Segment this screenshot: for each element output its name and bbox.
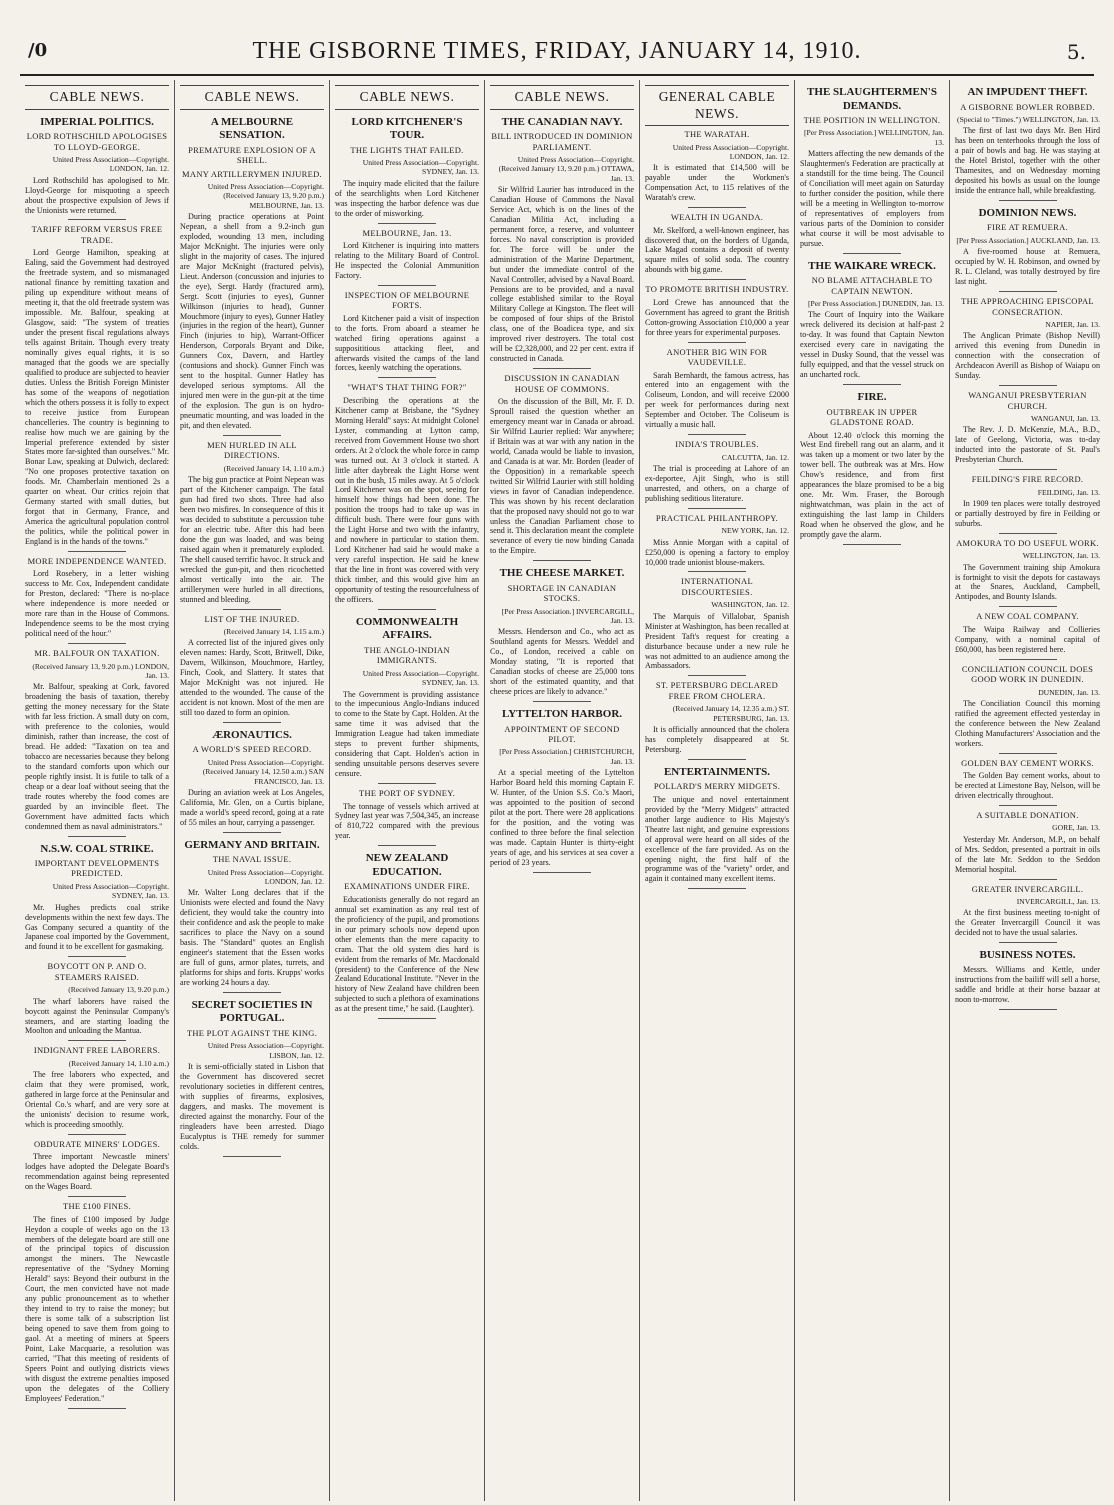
article-body: Lord George Hamilton, speaking at Ealing, said the Government had destroyed the freetrade system, and so mismanaged national finance by remitting taxation and piling up expenditure without means of meeting it, that the old freetrade system was impossible. Mr. Balfour, speaking at Glasgow, said: "The system of treaties under the present fiscal regulations always tells against Britain. Though every treaty nominally gives equal rights, it is so managed that the goods we are specially qualified to produce are subjected to heavier duties. Unless the British Foreign Minister has some of the weapons of negotiation which the others possess it is folly to expect to receive justice from European chancelleries. The country is beginning to realise how much we are gaining by the Imperial preference extended by sister States more far-sighted than ourselves." Mr. Bonar Law, speaking at Dulwich, declared: "No one proposes protective taxation on foods. Mr. Chamberlain mentioned 2s a quarter on wheat. Our critics rejoin that Germany started with small duties, but forgot that in Germany, France, and America the agricultural population control the politics, while the political power in England is in the hands of the towns."	[25, 248, 169, 547]
article-divider	[999, 1009, 1057, 1010]
article-divider	[533, 368, 591, 369]
article-subheading: THE APPROACHING EPISCOPAL CONSECRATION.	[961, 296, 1094, 317]
article-divider	[999, 606, 1057, 607]
article	[335, 116, 479, 224]
article	[180, 614, 324, 723]
article	[335, 290, 479, 379]
article-divider	[843, 384, 901, 385]
article-subheading: NO BLAME ATTACHABLE TO CAPTAIN NEWTON.	[811, 275, 933, 296]
article-subheading: "WHAT'S THAT THING FOR?"	[347, 382, 467, 393]
article-headline: COMMONWEALTH AFFAIRS.	[355, 615, 459, 642]
article-dateline: [Per Press Association.] INVERCARGILL, Jan. 13.	[501, 606, 634, 626]
section-heading: CABLE NEWS.	[180, 85, 324, 110]
article-subheading: PRACTICAL PHILANTHROPY.	[655, 512, 779, 523]
article-subheading: IMPORTANT DEVELOPMENTS PREDICTED.	[34, 858, 160, 879]
article-body: The fines of £100 imposed by Judge Heydon a couple of weeks ago on the 13 members of the delegate board are still one of the principal topics of discussion amongst the miners. The Newcastle representative of the "Sydney Morning Herald" says: Beyond their outburst in the Court, the men convicted have not made any public pronouncement as to whether they intend to try to raise the money; but there is some talk of a subscription list being opened to save them from going to gaol. At a meeting of miners at Speers Point, Lake Macquarie, a resolution was carried, "That this meeting of residents of Speers Point and outlying districts views with disgust the extreme penalties imposed upon the delegates of the Colliery Employees' Federation."	[25, 1214, 169, 1403]
article-divider	[68, 836, 126, 837]
article	[25, 1139, 169, 1197]
article-subheading: THE LIGHTS THAT FAILED.	[350, 144, 464, 155]
article-subheading: LORD ROTHSCHILD APOLOGISES TO LLOYD-GEORGE.	[26, 131, 168, 152]
column-5	[640, 80, 795, 1501]
article-subheading: A SUITABLE DONATION.	[976, 809, 1079, 820]
article-divider	[378, 609, 436, 610]
article-body: The Government training ship Amokura is fortnight to visit the depots for castaways at the Snares, Auckland, Campbell, Antipodes, and Bounty Islands.	[955, 562, 1100, 602]
article	[955, 207, 1100, 292]
article-body: Lord Crewe has announced that the Government has agreed to grant the British Cotton-growing Association £10,000 a year for three years for experimental purposes.	[645, 297, 789, 337]
article-subheading: TO PROMOTE BRITISH INDUSTRY.	[645, 284, 789, 295]
article-divider	[378, 377, 436, 378]
article-subheading: WANGANUI PRESBYTERIAN CHURCH.	[968, 390, 1087, 411]
article	[955, 538, 1100, 608]
article-dateline: WANGANUI, Jan. 13.	[1031, 413, 1100, 423]
article-divider	[999, 385, 1057, 386]
article-subheading: MANY ARTILLERYMEN INJURED.	[182, 168, 322, 179]
article-subheading: A GISBORNE BOWLER ROBBED.	[960, 101, 1095, 112]
article-body: On the discussion of the Bill, Mr. F. D. Sproull raised the question whether an emergency meant war in Canada or abroad. Sir Wilfrid Laurier replied: War anywhere; if Britain was at war with any nation in the world, Canada would be liable to invasion, and Canada is at war. Mr. Borden (leader of the Opposition) in a remarkable speech twitted Sir Wilfrid Laurier with still holding views in favor of Canadian independence. This was shown by his recent declaration that the proposed navy should not go to war unless the Canadian Parliament chose to send it. This declaration meant the complete severance of every tie now binding Canada to the Empire.	[490, 397, 634, 556]
article-body: The big gun practice at Point Nepean was part of the Kitchener campaign. The fatal gun had fired two shots. Three had also been two misfires. In consequence of this it was decided to substitute a percussion tube for an electric tube. After this had been done the gun was loaded, and was being raised again when it prematurely exploded. The shell caused terrific havoc. It struck and wrecked the gun-pit, and then ricochetted almost vertically into the air. The artillerymen were hurled in all directions, stunned and bleeding.	[180, 475, 324, 604]
article	[645, 212, 789, 280]
article	[955, 884, 1100, 944]
article-divider	[223, 609, 281, 610]
article-body: The Rev. J. D. McKenzie, M.A., B.D., late of Geelong, Victoria, was to-day inducted into the pastorate of St. Paul's Presbyterian Church.	[955, 425, 1100, 465]
article-subheading: THE NAVAL ISSUE.	[212, 854, 292, 865]
article-dateline: United Press Association—Copyright. SYDNEY, Jan. 13.	[362, 158, 479, 177]
article-subheading: THE PLOT AGAINST THE KING.	[186, 1027, 318, 1038]
article-divider	[999, 469, 1057, 470]
article-dateline: [Per Press Association.] DUNEDIN, Jan. 13.	[807, 299, 944, 309]
article-divider	[68, 1408, 126, 1409]
article	[335, 788, 479, 846]
article-body: Mr. Walter Long declares that if the Unionists were elected and found the Navy deficient, they would take the country into their confidence and ask the people to make sacrifices to place the Navy on a sound basis. The "Standard" quotes an English engineer's statement that the Essen works are full of guns, armor plates, turrets, and platforms for ships and forts. Krupps' works are working 24 hours a day.	[180, 888, 324, 987]
article-divider	[223, 435, 281, 436]
article-divider	[68, 956, 126, 957]
article-subheading: THE ANGLO-INDIAN IMMIGRANTS.	[364, 644, 450, 666]
article-body: The unique and novel entertainment provided by the "Merry Midgets" attracted another large audience to His Majesty's Theatre last night, and genuine expressions of approval were heard on all sides of the excellence of the fare provided. As on the opening night, the first half of the programme was of the "variety" order, and again it contained many excellent items.	[645, 794, 789, 884]
article-dateline: (Received January 13, 9.20 p.m.)	[68, 985, 169, 995]
article	[335, 852, 479, 1019]
article-body: During practice operations at Point Nepean, a shell from a 9.2-inch gun exploded, wounding 13 men, including Major McKnight. The injuries were only slight in the majority of cases. The injured are Major McKnight (fractured pelvis), Lieut. Anderson (concussion and injuries to the eye), Sergt. Hardy (fractured arm), Sergt. Scott (injuries to eyes), Gunner Wilkinson (injuries to head), Gunner Mouchmore (injury to eyes), Gunner Hatley (injuries in the region of the heart), Gunner Finch (injuries to hip), Warrant-Officer Henderson, Corporals Bryant and Dike, Gunners Cox, Davern, and Hartley (contusions and shock). Gunner Finch was sent to the hospital. Gunner Hatley has developed serious symptoms. All the injured men were in the gun-pit at the time of the explosion. The gun is on hydro-pneumatic mounting, and was loaded in the pit, and then elevated.	[180, 211, 324, 430]
article-divider	[999, 200, 1057, 201]
article-body: The tonnage of vessels which arrived at Sydney last year was 7,504,345, an increase of 810,722 compared with the previous year.	[335, 801, 479, 841]
article-subheading: GREATER INVERCARGILL.	[971, 883, 1084, 894]
article-divider	[68, 551, 126, 552]
article-dateline: (Received January 14, 1.15 a.m.)	[223, 627, 324, 637]
article-subheading: PREMATURE EXPLOSION OF A SHELL.	[188, 144, 316, 166]
article-divider	[688, 675, 746, 676]
article-subheading: POLLARD'S MERRY MIDGETS.	[653, 781, 781, 792]
article-body: Yesterday Mr. Anderson, M.P., on behalf of Mrs. Seddon, presented a portrait in oils of the late Mr. Seddon to the Seddon Memorial hospital.	[955, 834, 1100, 874]
article-divider	[843, 544, 901, 545]
article-body: The Waipa Railway and Collieries Company, with a nominal capital of £60,000, has been registered here.	[955, 624, 1100, 654]
article-subheading: FIRE AT REMUERA.	[987, 222, 1068, 233]
article-body: At a special meeting of the Lyttelton Harbor Board held this morning Captain F. W. Hunter, of the Union S.S. Co.'s Maori, was appointed to the position of second pilot at the port. There were 28 applications for the position, and the voting was confined to three before the final selection was made. Captain Hunter is thirty-eight years of age, and his services at sea cover a period of 23 years.	[490, 768, 634, 867]
article-body: The Marquis of Villalobar, Spanish Minister at Washington, has been recalled at President Taft's request for creating a disturbance because under a new rule he was not admitted to an audience among the Ambassadors.	[645, 611, 789, 671]
article-dateline: GORE, Jan. 13.	[1052, 823, 1100, 833]
article-divider	[378, 285, 436, 286]
article-body: The free laborers who expected, and claim that they were promised, work, gathered in large force at the Peninsular and Oriental Co.'s wharf, and are very sore at the unionists' decision to resume work, which is proceeding smoothly.	[25, 1070, 169, 1129]
article-headline: ÆRONAUTICS.	[212, 728, 292, 741]
article-body: It is estimated that £14,500 will be payable under the Workmen's Compensation Act, to 115 relatives of the Waratah's crew.	[645, 163, 789, 203]
article-divider	[688, 434, 746, 435]
article-subheading: BILL INTRODUCED IN DOMINION PARLIAMENT.	[491, 131, 633, 152]
article-subheading: MELBOURNE, Jan. 13.	[362, 227, 452, 238]
article-subheading: WEALTH IN UGANDA.	[670, 212, 764, 223]
article-dateline: FEILDING, Jan. 13.	[1037, 487, 1100, 497]
article-dateline: INVERCARGILL, Jan. 13.	[1016, 897, 1100, 907]
article-divider	[999, 659, 1057, 660]
article-subheading: INSPECTION OF MELBOURNE FORTS.	[344, 289, 470, 311]
article-subheading: SHORTAGE IN CANADIAN STOCKS.	[507, 582, 617, 604]
article-dateline: (Received January 14, 1.10 a.m.)	[223, 463, 324, 473]
article-divider	[688, 571, 746, 572]
column-7	[950, 80, 1105, 1501]
masthead	[20, 38, 1094, 76]
article-dateline: WELLINGTON, Jan. 13.	[1022, 551, 1100, 561]
article-body: During an aviation week at Los Angeles, California, Mr. Glen, on a Curtis biplane, made a world's speed record, going at a rate of 55 miles an hour, carrying a passenger.	[180, 787, 324, 827]
article-headline: SECRET SOCIETIES IN PORTUGAL.	[191, 998, 313, 1025]
article-headline: FIRE.	[857, 391, 887, 404]
article	[490, 708, 634, 873]
article-headline: BUSINESS NOTES.	[979, 949, 1076, 962]
article-divider	[688, 888, 746, 889]
article-body: Lord Rothschild has apologised to Mr. Lloyd-George for misquoting a speech about the prospective expulsion of Jews if the Unionists were returned.	[25, 175, 169, 215]
article-body: Matters affecting the new demands of the Slaughtermen's Federation are practically at a standstill for the time being. The Council of Conciliation will meet again on Saturday to further consider the position, while there will be a meeting in Wellington to-morrow of representatives of employers from various parts of the Dominion to consider what course it will be most advisable to pursue.	[800, 149, 944, 248]
article	[955, 611, 1100, 659]
article-subheading: LIST OF THE INJURED.	[204, 613, 300, 624]
article-dateline: (Received January 14, 12.35 a.m.) ST. PETERSBURG, Jan. 13.	[672, 704, 789, 723]
article-divider	[999, 805, 1057, 806]
article	[645, 129, 789, 208]
article-divider	[688, 279, 746, 280]
article	[645, 347, 789, 436]
article-dateline: United Press Association—Copyright. LONDON, Jan. 12.	[672, 142, 789, 161]
article-body: The first of last two days Mr. Ben Hird has been on tenterhooks through the loss of a pair of bowls and bag. He was staying at the Hotel Bristol, together with the other Thamesites, and on Wednesday morning deposited his bowls as usual on the lounge inside the entrance hall, while breakfasting.	[955, 126, 1100, 196]
column-4	[485, 80, 640, 1501]
article-subheading: A WORLD'S SPEED RECORD.	[192, 744, 312, 755]
article-headline: THE SLAUGHTERMEN'S DEMANDS.	[807, 86, 937, 112]
article-body: In 1909 ten places were totally destroyed or partially destroyed by fire in Feilding or suburbs.	[955, 498, 1100, 528]
article-dateline: (Received January 14, 1.10 a.m.)	[68, 1058, 169, 1068]
article-headline: DOMINION NEWS.	[978, 206, 1077, 219]
article	[645, 576, 789, 676]
article-divider	[688, 342, 746, 343]
article-divider	[68, 1196, 126, 1197]
article	[180, 839, 324, 993]
article	[25, 843, 169, 958]
article-divider	[68, 219, 126, 220]
article-divider	[688, 759, 746, 760]
article-subheading: CONCILIATION COUNCIL DOES GOOD WORK IN DUNEDIN.	[961, 663, 1094, 685]
article-dateline: [Per Press Association.] WELLINGTON, Jan. 13.	[804, 128, 944, 147]
article-body: Sarah Bernhardt, the famous actress, has entered into an engagement with the Coliseum, London, and will receive £2000 per week for performances during next September and October. The Coliseum is virtually a music hall.	[645, 370, 789, 430]
article	[490, 116, 634, 370]
article-dateline: United Press Association—Copyright. SYDNEY, Jan. 13.	[362, 668, 479, 688]
article-divider	[223, 992, 281, 993]
article-divider	[68, 1040, 126, 1041]
article-body: The trial is proceeding at Lahore of an ex-deportee, Ajit Singh, who is still unarrested, and others, on a charge of publishing seditious literature.	[645, 464, 789, 503]
article	[490, 373, 634, 561]
article-body: The Anglican Primate (Bishop Nevill) arrived this evening from Dunedin in connection with the consecration of Archdeacon Averill as Bishop of Waiapu on Sunday.	[955, 331, 1100, 381]
article-body: Describing the operations at the Kitchener camp at Brisbane, the "Sydney Morning Herald" says: At midnight Colonel Lyster, commanding at Lytton camp, received from Government House two short orders. At 2 o'clock the whole force in camp was turned out. At 3 o'clock it started. A little after daybreak the Light Horse went out in the bush, 15 miles away. At 5 o'clock Lord Kitchener was on the spot, seeing for himself how things had been done. The position the troops had to take up was in difficult bush. There were four guns with the Light Horse and two with the infantry, and nowhere in particular to station them. Lord Kitchener had said he would make a very careful inspection. He said he knew that the line in front was covered with very thick timber, and this would give him an opportunity of testing the resourcefulness of the officers.	[335, 395, 479, 604]
article-dateline: DUNEDIN, Jan. 13.	[1038, 687, 1100, 697]
article	[955, 810, 1100, 880]
article-dateline: United Press Association—Copyright. (Received January 13, 9.20 p.m.) OTTAWA, Jan. 13.	[498, 155, 634, 183]
article-subheading: MR. BALFOUR ON TAXATION.	[34, 648, 160, 659]
article-body: The inquiry made elicited that the failure of the searchlights when Lord Kitchener was inspecting the harbor defence was due to the order of misworking.	[335, 178, 479, 218]
article-headline: LYTTELTON HARBOR.	[501, 708, 623, 721]
article	[955, 390, 1100, 470]
article-divider	[223, 1156, 281, 1157]
article-headline: N.S.W. COAL STRIKE.	[40, 842, 154, 855]
article-divider	[688, 508, 746, 509]
article-divider	[68, 1134, 126, 1135]
article-dateline: WASHINGTON, Jan. 12.	[711, 600, 789, 610]
article-subheading: OBDURATE MINERS' LODGES.	[33, 1138, 161, 1149]
article-headline: GERMANY AND BRITAIN.	[184, 838, 320, 851]
column-1	[20, 80, 175, 1501]
article-divider	[999, 753, 1057, 754]
article-headline: NEW ZEALAND EDUCATION.	[365, 852, 449, 878]
column-3	[330, 80, 485, 1501]
article-divider	[68, 643, 126, 644]
newspaper-columns	[20, 80, 1100, 1501]
article-divider	[533, 872, 591, 873]
article-divider	[378, 845, 436, 846]
article-dateline: [Per Press Association.] CHRISTCHURCH, Jan. 13.	[499, 747, 634, 766]
article-dateline: United Press Association—Copyright. LONDON, Jan. 12.	[52, 155, 169, 174]
article-headline: A MELBOURNE SENSATION.	[210, 115, 294, 142]
article-headline: THE CANADIAN NAVY.	[501, 115, 623, 128]
article-body: It is officially announced that the cholera has completely disappeared at St. Petersburg.	[645, 724, 789, 754]
article	[25, 961, 169, 1041]
article	[955, 296, 1100, 386]
article	[180, 440, 324, 610]
article-body: Mr. Skelford, a well-known engineer, has discovered that, on the borders of Uganda, Lake Magad contains a deposit of twenty square miles of solid soda. The country abounds with big game.	[645, 225, 789, 275]
column-6	[795, 80, 950, 1501]
article-subheading: THE WARATAH.	[684, 129, 750, 140]
article	[25, 1045, 169, 1135]
masthead-mark: /0	[28, 40, 48, 61]
article-headline: AN IMPUDENT THEFT.	[967, 86, 1088, 98]
article-subheading: THE POSITION IN WELLINGTON.	[803, 115, 941, 126]
article	[335, 382, 479, 609]
article-dateline: (Special to "Times.") WELLINGTON, Jan. 13.	[957, 114, 1100, 124]
article-dateline: United Press Association—Copyright. (Received January 13, 9.20 p.m.) MELBOURNE, Jan. 13.	[207, 181, 324, 210]
article	[25, 224, 169, 552]
article-divider	[223, 722, 281, 723]
article-body: Miss Annie Morgan with a capital of £250,000 is opening a factory to employ 10,000 trade unionist blouse-makers.	[645, 537, 789, 567]
article	[800, 86, 944, 254]
article	[180, 116, 324, 436]
article-subheading: THE £100 FINES.	[62, 1201, 131, 1212]
article-headline: ENTERTAINMENTS.	[663, 765, 771, 778]
article-divider	[999, 291, 1057, 292]
article-subheading: INTERNATIONAL DISCOURTESIES.	[681, 576, 753, 597]
article-body: The wharf laborers have raised the boycott against the Peninsular Company's steamers, and are starting loading the Moolton and unloading the Mantua.	[25, 996, 169, 1036]
article-headline: THE CHEESE MARKET.	[499, 567, 625, 580]
article-headline: IMPERIAL POLITICS.	[40, 115, 154, 128]
article-subheading: MORE INDEPENDENCE WANTED.	[27, 555, 167, 566]
article-subheading: MEN HURLED IN ALL DIRECTIONS.	[207, 439, 297, 461]
section-heading: CABLE NEWS.	[490, 85, 634, 110]
article-dateline: United Press Association—Copyright. (Received January 14, 12.50 a.m.) SAN FRANCISCO, Jan. 13.	[202, 757, 324, 786]
article-body: Messrs. Henderson and Co., who act as Southland agents for Messrs. Weddel and Co., of London, received a cable on Monday stating, "It is reported that Canadian stocks of cheese are 25,000 tons short of the estimated quantity, and that cheese prices are likely to advance."	[490, 627, 634, 697]
article-divider	[378, 1018, 436, 1019]
article	[955, 758, 1100, 806]
article-dateline: (Received January 13, 9.20 p.m.) LONDON, Jan. 13.	[32, 661, 169, 680]
article-body: The Court of Inquiry into the Waikare wreck delivered its decision at half-past 2 to-day. It was found that Captain Newton exercised every care in navigating the vessel in Dusky Sound, that the vessel was fully equipped, and that the vessel struck on an uncharted rock.	[800, 310, 944, 380]
article-body: Three important Newcastle miners' lodges have adopted the Delegate Board's recommendation against being represented on the Wages Board.	[25, 1152, 169, 1192]
article-body: A five-roomed house at Remuera, occupied by W. H. Robinson, and owned by R. L. Cleland, was totally destroyed by fire last night.	[955, 247, 1100, 287]
article-body: Mr. Balfour, speaking at Cork, favored broadening the basis of taxation, thereby getting the money necessary for the State with far less friction. A small duty on corn, with preference to the colonies, would diminish, rather than increase, the cost of bread. He added: "Taxation on tea and tobacco are necessaries because they belong to the standard comforts upon which our people rightly insist. It is futile to talk of a cheap or a dear loaf without seeing that the trade routes whereby the food comes are guarded by an invincible fleet. The Government have admitted facts which condemned them as naval administrators."	[25, 682, 169, 831]
article-body: Messrs. Williams and Kettle, under instructions from the bailiff will sell a horse, saddle and bridle at their horse bazaar at noon to-morrow.	[955, 964, 1100, 1004]
article-subheading: APPOINTMENT OF SECOND PILOT.	[504, 723, 620, 745]
article-subheading: GOLDEN BAY CEMENT WORKS.	[961, 757, 1094, 768]
article	[25, 1201, 169, 1409]
article	[800, 391, 944, 545]
article-divider	[378, 783, 436, 784]
article	[955, 474, 1100, 534]
article-body: The Government is providing assistance to the impecunious Anglo-Indians induced to come to the State by Capt. Holden. At the same time it was advised that the Immigration League had taken immediate steps to prevent further shipments, considering that Capt. Holden's action in sending unsuitable persons deserves severe censure.	[335, 689, 479, 779]
article-divider	[999, 879, 1057, 880]
article-subheading: TARIFF REFORM VERSUS FREE TRADE.	[31, 224, 163, 245]
article	[490, 567, 634, 702]
article	[25, 648, 169, 836]
article-body: The Conciliation Council this morning ratified the agreement effected yesterday in the conference between the New Zealand Clothing Manufacturers' Association and the workers.	[955, 698, 1100, 748]
article-body: Mr. Hughes predicts coal strike developments within the next few days. The Gas Company secured a quantity of the Japanese coal imported by the Government, and found it to be excellent for gasmaking.	[25, 902, 169, 952]
article-headline: THE WAIKARE WRECK.	[808, 259, 936, 272]
article-body: About 12.40 o'clock this morning the West End firebell rang out an alarm, and it was taken up a moment or two later by the tower bell. The outbreak was at Mrs. How Chow's residence, and from first appearances the blaze promised to be a big one. Mr. Wm. Fraser, the Borough nightwatchman, was plain in the act of extinguishing the last lamp in Childers Road when he observed the glow, and he promptly gave the alarm.	[800, 430, 944, 540]
article-headline: LORD KITCHENER'S TOUR.	[351, 115, 463, 142]
article	[800, 260, 944, 385]
article-body: Lord Rosebery, in a letter wishing success to Mr. Cox, Independent candidate for Preston, declared: "There is no-place where independence is more needed or more rare than in the House of Commons. Independence seems to be the most crying political need of the hour."	[25, 569, 169, 639]
article-divider	[378, 223, 436, 224]
article	[645, 766, 789, 890]
article-dateline: [Per Press Association.] AUCKLAND, Jan. 13.	[956, 235, 1100, 245]
article-body: A corrected list of the injured gives only eleven names: Hardy, Scott, Britwell, Dike, Davern, Wilkinson, Mouchmore, Hartley, Finch, Cook, and Slattery. It states that Major McKnight was not injured. He attended to the wounded. The cause of the accident is not known. Most of the men are still too dazed to form an opinion.	[180, 638, 324, 718]
article	[955, 949, 1100, 1009]
article-subheading: DISCUSSION IN CANADIAN HOUSE OF COMMONS.	[504, 373, 620, 394]
article	[25, 116, 169, 221]
article-body: It is semi-officially stated in Lisbon that the Government has discovered secret revolutionary societies in different centres, with supplies of firearms, explosives, daggers, and masks. The movement is directed against the monarchy. Four of the ringleaders have been arrested. Diago Eucalyptus is THE remedy for summer colds.	[180, 1062, 324, 1151]
article-dateline: NAPIER, Jan. 13.	[1045, 319, 1100, 329]
article-body: The Golden Bay cement works, about to be erected at Limestone Bay, Nelson, will be driven electrically throughout.	[955, 771, 1100, 801]
article-body: Educationists generally do not regard an annual set examination as any real test of the proficiency of the pupil, and promotions in our primary schools now depend upon other elements than the mere capacity to cram. That the old system dies hard is evident from the remarks of Mr. Macdonald (president) to the Conference of the New Zealand Educational Institute. "Never in the history of New Zealand have children been subjected to such a plethora of examinations as at the present time," he said. (Laughter).	[335, 894, 479, 1014]
article	[645, 680, 789, 759]
article	[180, 729, 324, 833]
article-subheading: FEILDING'S FIRE RECORD.	[971, 474, 1084, 485]
article-subheading: INDIA'S TROUBLES.	[675, 439, 759, 450]
article	[25, 556, 169, 644]
article	[955, 664, 1100, 754]
article-divider	[223, 832, 281, 833]
page-number: 5.	[1066, 40, 1086, 64]
article	[955, 86, 1100, 201]
column-2	[175, 80, 330, 1501]
article-divider	[533, 560, 591, 561]
article-body: At the first business meeting to-night of the Greater Invercargill Council it was decided not to have the usual salaries.	[955, 908, 1100, 938]
article	[335, 228, 479, 286]
article-divider	[533, 701, 591, 702]
article-subheading: A NEW COAL COMPANY.	[976, 611, 1079, 622]
article-subheading: EXAMINATIONS UNDER FIRE.	[344, 881, 470, 892]
article-body: Lord Kitchener is inquiring into matters relating to the Military Board of Control. He inspected the Colonial Ammunition Factory.	[335, 241, 479, 280]
section-heading: CABLE NEWS.	[25, 85, 169, 110]
article-dateline: CALCUTTA, Jan. 12.	[721, 452, 789, 462]
article-dateline: NEW YORK, Jan. 12.	[721, 526, 789, 536]
section-heading: CABLE NEWS.	[335, 85, 479, 110]
article	[645, 513, 789, 573]
article-body: Sir Wilfrid Laurier has introduced in the Canadian House of Commons the Naval Service Act, which is on the lines of the Canadian Militia Act, including a permanent force, a reserve, and volunteer forces. No naval conscription is provided for. The force will be under the administration of the Marine Department, but under the immediate control of the Naval Controller, advised by a Naval Board. Pensions are to be provided, and a naval college established similar to the Royal Military College at Kingston. The fleet will be composed of four ships of the Bristol class, one of the Boadicea type, and six improved river destroyers. The total cost will be £2,328,000, and 22 per cent. extra if constructed in Canada.	[490, 185, 634, 364]
article	[645, 284, 789, 342]
article	[335, 616, 479, 784]
article-subheading: ANOTHER BIG WIN FOR VAUDEVILLE.	[666, 346, 768, 368]
newspaper-title: THE GISBORNE TIMES, FRIDAY, JANUARY 14, 1910.	[252, 38, 862, 64]
article-divider	[688, 207, 746, 208]
article-subheading: THE PORT OF SYDNEY.	[358, 788, 456, 799]
article-subheading: INDIGNANT FREE LABORERS.	[33, 1045, 161, 1056]
article-body: Lord Kitchener paid a visit of inspection to the forts. From aboard a steamer he watched firing operations against a supposititious attacking fleet, and afterwards visited the camps of the land forces, keenly watching the operations.	[335, 313, 479, 373]
article	[180, 999, 324, 1157]
article-divider	[999, 942, 1057, 943]
article-subheading: OUTBREAK IN UPPER GLADSTONE ROAD.	[826, 406, 918, 428]
article-dateline: United Press Association—Copyright. SYDNEY, Jan. 13.	[52, 881, 169, 901]
section-heading: GENERAL CABLE NEWS.	[645, 85, 789, 126]
article-subheading: BOYCOTT ON P. AND O. STEAMERS RAISED.	[47, 961, 147, 982]
article-subheading: AMOKURA TO DO USEFUL WORK.	[956, 537, 1099, 548]
article-subheading: ST. PETERSBURG DECLARED FREE FROM CHOLERA.	[655, 680, 779, 701]
article	[645, 439, 789, 509]
article-divider	[999, 533, 1057, 534]
article-divider	[843, 253, 901, 254]
article-dateline: United Press Association—Copyright. LISBON, Jan. 12.	[207, 1041, 324, 1060]
article-dateline: United Press Association—Copyright. LONDON, Jan. 12.	[207, 867, 324, 887]
